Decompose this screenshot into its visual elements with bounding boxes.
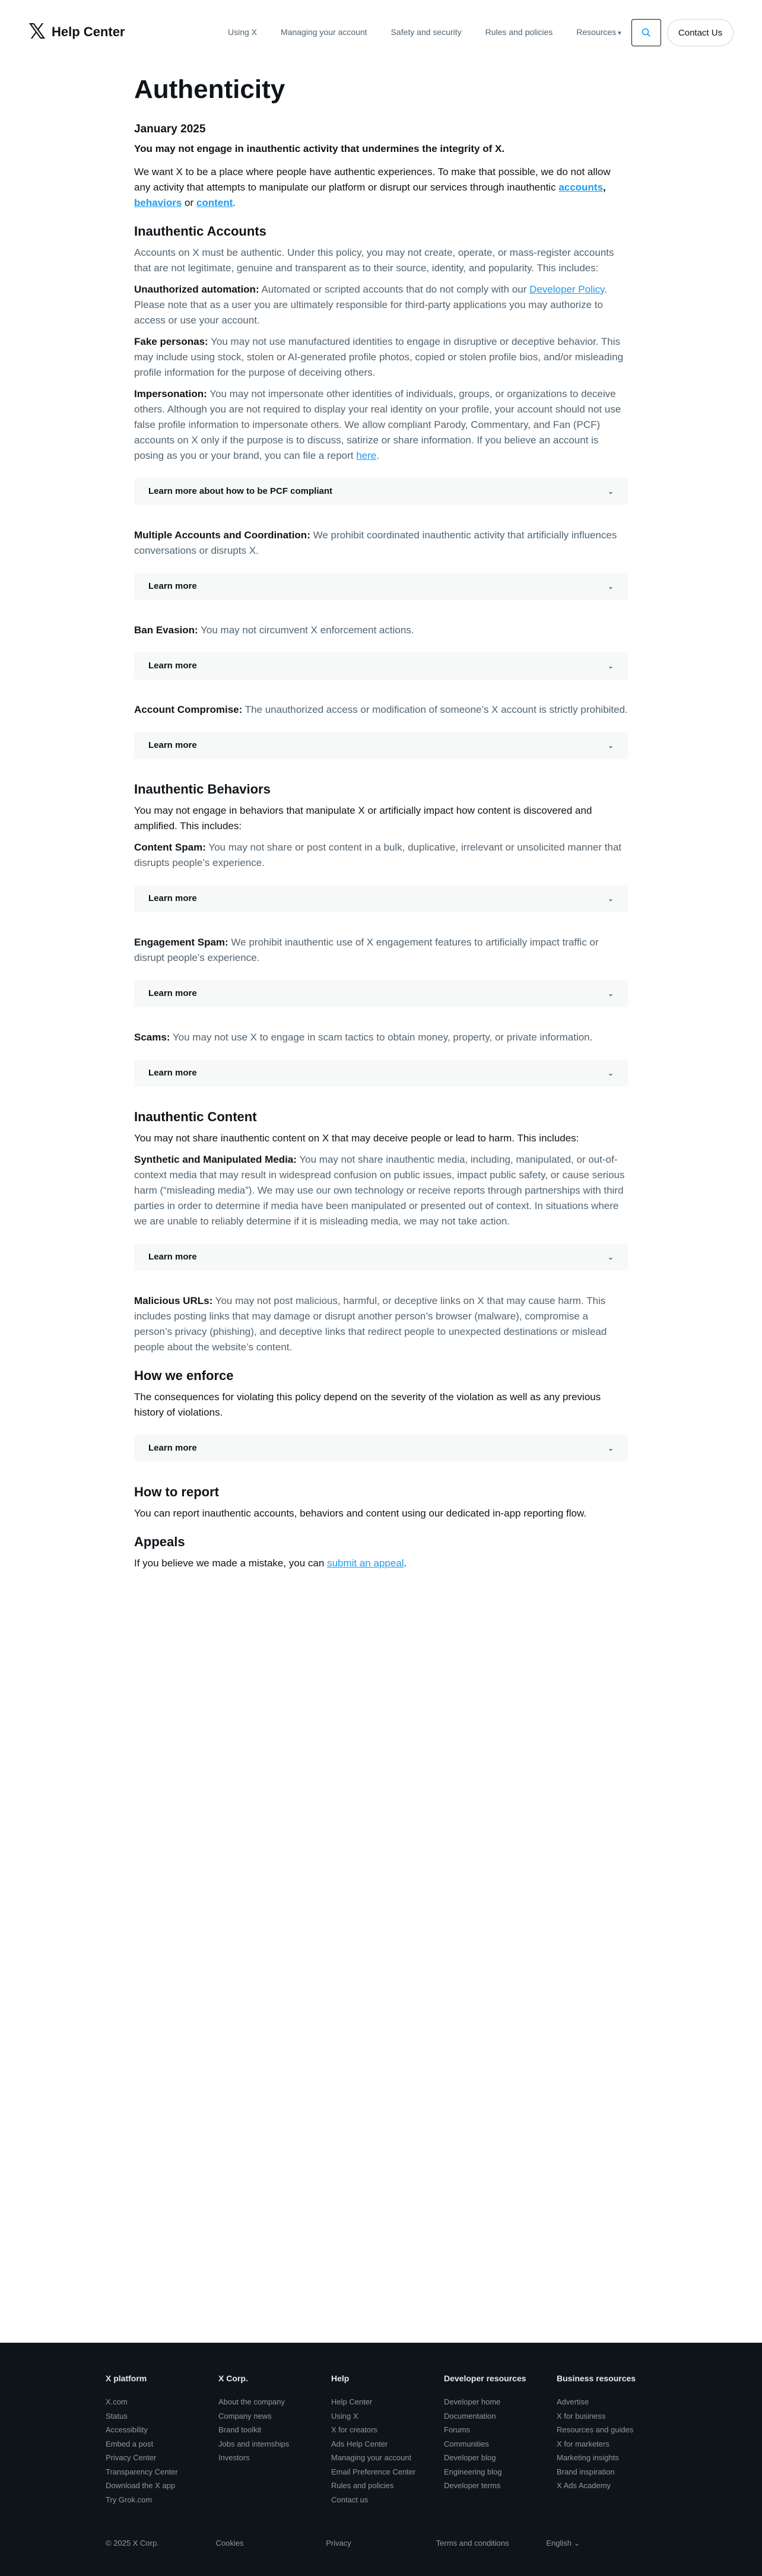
footer-link[interactable]: X Ads Academy <box>557 2481 611 2490</box>
unauthorized-automation: Unauthorized automation: Automated or scripted accounts that do not comply with our Developer Policy. Please note that as a user you are ultimately responsible for third-party applications you may authorize to access or use your account. <box>134 283 608 326</box>
footer-link[interactable]: Brand inspiration <box>557 2467 615 2476</box>
footer-link[interactable]: Brand toolkit <box>218 2425 262 2434</box>
submit-appeal-link[interactable]: submit an appeal <box>327 1557 404 1569</box>
footer-link[interactable]: Using X <box>331 2411 358 2420</box>
account-compromise: Account Compromise: The unauthorized access or modification of someone’s X account is strictly prohibited. <box>134 703 628 715</box>
footer-link[interactable]: Help Center <box>331 2397 373 2406</box>
content-spam: Content Spam: You may not share or post content in a bulk, duplicative, irrelevant or unsolicited manner that disrupts people’s experience. <box>134 841 622 868</box>
accordion-multiple-accounts[interactable]: Learn more ⌄ <box>134 573 628 600</box>
report-text: You can report inauthentic accounts, behaviors and content using our dedicated in-app reporting flow. <box>134 1507 587 1519</box>
heading-how-to-report: How to report <box>134 1484 219 1499</box>
intro-paragraph: We want X to be a place where people have authentic experiences. To make that possible, we do not allow any activity that attempts to manipulate our platform or disrupt our services through inauthentic accounts, behaviors or content. <box>134 166 611 208</box>
chevron-down-icon: ⌄ <box>607 1444 614 1452</box>
footer-link[interactable]: Investors <box>218 2453 250 2462</box>
accordion-enforce[interactable]: Learn more ⌄ <box>134 1435 628 1462</box>
page-title: Authenticity <box>134 75 285 104</box>
nav-using-x[interactable]: Using X <box>228 27 258 37</box>
footer-col-developer <box>444 2374 557 2507</box>
heading-inauthentic-accounts: Inauthentic Accounts <box>134 223 266 239</box>
footer-link[interactable]: Ads Help Center <box>331 2439 388 2448</box>
footer-col-help <box>331 2374 444 2507</box>
heading-appeals: Appeals <box>134 1534 185 1549</box>
footer-link[interactable]: Accessibility <box>106 2425 148 2434</box>
footer-link[interactable]: Advertise <box>557 2397 589 2406</box>
footer-link[interactable]: Marketing insights <box>557 2453 619 2462</box>
footer-col-x-platform <box>106 2374 218 2507</box>
footer-link[interactable]: Transparency Center <box>106 2467 178 2476</box>
footer-link[interactable]: X for creators <box>331 2425 378 2434</box>
behaviors-intro: You may not engage in behaviors that manipulate X or artificially impact how content is discovered and amplified. This includes: <box>134 804 592 832</box>
footer-col-title: Help <box>331 2374 350 2383</box>
footer-col-title: Business resources <box>557 2374 636 2383</box>
footer-link[interactable]: Documentation <box>444 2411 496 2420</box>
footer-link[interactable]: X for marketers <box>557 2439 609 2448</box>
chevron-down-icon: ⌄ <box>607 1068 614 1077</box>
logo-text: Help Center <box>52 24 125 39</box>
footer-col-title: Developer resources <box>444 2374 526 2383</box>
footer-col-title: X Corp. <box>218 2374 248 2383</box>
chevron-down-icon: ⌄ <box>607 661 614 670</box>
footer-link[interactable]: X.com <box>106 2397 128 2406</box>
footer-link[interactable]: Status <box>106 2411 128 2420</box>
heading-inauthentic-content: Inauthentic Content <box>134 1109 257 1124</box>
synthetic-media: Synthetic and Manipulated Media: You may not share inauthentic media, including, manipulated, or out-of-context media that may result in widespread confusion on public issues, impact public safety, or cause serious harm (“misleading media”). We may use our own technology or receive reports through partnerships with third parties in order to determine if media have been manipulated or presented out of context. In situations where we are unable to reliably determine if it is misleading media, we may not take action. <box>134 1153 625 1227</box>
content-intro: You may not share inauthentic content on X that may deceive people or lead to harm. This includes: <box>134 1132 579 1144</box>
chevron-down-icon: ⌄ <box>607 894 614 903</box>
report-here-link[interactable]: here <box>356 449 377 461</box>
site-footer <box>0 2343 762 2576</box>
logo[interactable] <box>28 21 125 43</box>
footer-link[interactable]: Forums <box>444 2425 471 2434</box>
cookies-link[interactable]: Cookies <box>215 2539 244 2548</box>
site-header <box>0 0 762 64</box>
footer-link[interactable]: Engineering blog <box>444 2467 502 2476</box>
engagement-spam: Engagement Spam: We prohibit inauthentic use of X engagement features to artificially impact traffic or disrupt people’s experience. <box>134 936 599 963</box>
heading-inauthentic-behaviors: Inauthentic Behaviors <box>134 781 271 797</box>
accordion-engagement-spam[interactable]: Learn more ⌄ <box>134 980 628 1007</box>
footer-link[interactable]: Company news <box>218 2411 272 2420</box>
nav-rules-policies[interactable]: Rules and policies <box>485 27 553 37</box>
link-content[interactable]: content <box>196 196 233 208</box>
main-nav <box>228 0 645 64</box>
footer-bottom-bar <box>106 2539 656 2548</box>
language-selector[interactable]: English ⌄ <box>546 2539 580 2548</box>
footer-link[interactable]: Developer home <box>444 2397 501 2406</box>
footer-link[interactable]: Communities <box>444 2439 489 2448</box>
chevron-down-icon: ⌄ <box>607 487 614 496</box>
accordion-account-compromise[interactable]: Learn more ⌄ <box>134 732 628 759</box>
accordion-ban-evasion[interactable]: Learn more ⌄ <box>134 652 628 680</box>
article <box>134 64 628 2343</box>
nav-resources[interactable]: Resources ▾ <box>576 27 621 37</box>
impersonation: Impersonation: You may not impersonate other identities of individuals, groups, or organizations to deceive others. Although you are not required to display your real identity on your profile, your account should not use false profile information to impersonate others. We allow compliant Parody, Commentary, and Fan (PCF) accounts on X only if the purpose is to discuss, satirize or share information. If you believe an account is posing as you or your brand, you can file a report here. <box>134 388 621 461</box>
footer-link[interactable]: Managing your account <box>331 2453 412 2462</box>
chevron-down-icon: ⌄ <box>607 989 614 998</box>
enforce-text: The consequences for violating this policy depend on the severity of the violation as well as any previous history of violations. <box>134 1391 601 1418</box>
contact-us-button[interactable]: Contact Us <box>667 19 734 46</box>
link-behaviors[interactable]: behaviors <box>134 196 182 208</box>
chevron-down-icon: ⌄ <box>573 2539 580 2548</box>
footer-col-x-corp <box>218 2374 331 2507</box>
footer-link[interactable]: Rules and policies <box>331 2481 394 2490</box>
footer-col-title: X platform <box>106 2374 147 2383</box>
footer-link[interactable]: Try Grok.com <box>106 2495 153 2504</box>
scams: Scams: You may not use X to engage in scam tactics to obtain money, property, or private information. <box>134 1031 593 1043</box>
footer-link[interactable]: Download the X app <box>106 2481 176 2490</box>
appeals-text: If you believe we made a mistake, you can submit an appeal. <box>134 1557 407 1569</box>
footer-link[interactable]: Jobs and internships <box>218 2439 290 2448</box>
nav-managing-account[interactable]: Managing your account <box>281 27 367 37</box>
search-button[interactable] <box>631 19 661 46</box>
footer-link[interactable]: Embed a post <box>106 2439 154 2448</box>
ban-evasion: Ban Evasion: You may not circumvent X enforcement actions. <box>134 624 414 636</box>
footer-link[interactable]: About the company <box>218 2397 285 2406</box>
article-date: January 2025 <box>134 122 206 135</box>
footer-link[interactable]: Resources and guides <box>557 2425 634 2434</box>
article-lede: You may not engage in inauthentic activity that undermines the integrity of X. <box>134 142 505 154</box>
accordion-synthetic-media[interactable]: Learn more ⌄ <box>134 1243 628 1271</box>
accordion-scams[interactable]: Learn more ⌄ <box>134 1059 628 1087</box>
search-icon <box>642 28 651 37</box>
footer-link[interactable]: Email Preference Center <box>331 2467 416 2476</box>
chevron-down-icon: ⌄ <box>607 741 614 750</box>
terms-link[interactable]: Terms and conditions <box>436 2539 509 2548</box>
footer-link[interactable]: X for business <box>557 2411 606 2420</box>
link-accounts[interactable]: accounts <box>558 181 603 193</box>
accordion-content-spam[interactable]: Learn more ⌄ <box>134 885 628 912</box>
heading-how-we-enforce: How we enforce <box>134 1368 234 1383</box>
footer-col-business <box>557 2374 669 2507</box>
nav-safety-security[interactable]: Safety and security <box>390 27 462 37</box>
fake-personas: Fake personas: You may not use manufactured identities to engage in disruptive or deceptive behavior. This may include using stock, stolen or AI-generated profile photos, copied or stolen profile bios, and/or misleading profile information for the purpose of deceiving others. <box>134 335 624 378</box>
accordion-pcf[interactable]: Learn more about how to be PCF compliant ⌄ <box>134 478 628 505</box>
footer-link[interactable]: Privacy Center <box>106 2453 157 2462</box>
chevron-down-icon: ⌄ <box>607 582 614 591</box>
footer-link[interactable]: Developer terms <box>444 2481 501 2490</box>
accounts-intro: Accounts on X must be authentic. Under this policy, you may not create, operate, or mass-register accounts that are not legitimate, genuine and transparent as to their source, identity, and popularity. This includes: <box>134 246 614 274</box>
malicious-urls: Malicious URLs: You may not post malicious, harmful, or deceptive links on X that may cause harm. This includes posting links that may damage or disrupt another person’s browser (malware), compromise a person’s privacy (phishing), and deceptive links that redirect people to unexpected destinations or mislead people about the website’s content. <box>134 1295 607 1353</box>
footer-link[interactable]: Developer blog <box>444 2453 496 2462</box>
multiple-accounts: Multiple Accounts and Coordination: We prohibit coordinated inauthentic activity that artificially influences conversations or disrupts X. <box>134 529 617 556</box>
copyright: © 2025 X Corp. <box>106 2539 159 2548</box>
x-logo-icon: 𝕏 <box>28 20 46 44</box>
footer-link[interactable]: Contact us <box>331 2495 369 2504</box>
chevron-down-icon: ⌄ <box>607 1252 614 1261</box>
privacy-link[interactable]: Privacy <box>326 2539 351 2548</box>
developer-policy-link[interactable]: Developer Policy <box>529 283 605 295</box>
